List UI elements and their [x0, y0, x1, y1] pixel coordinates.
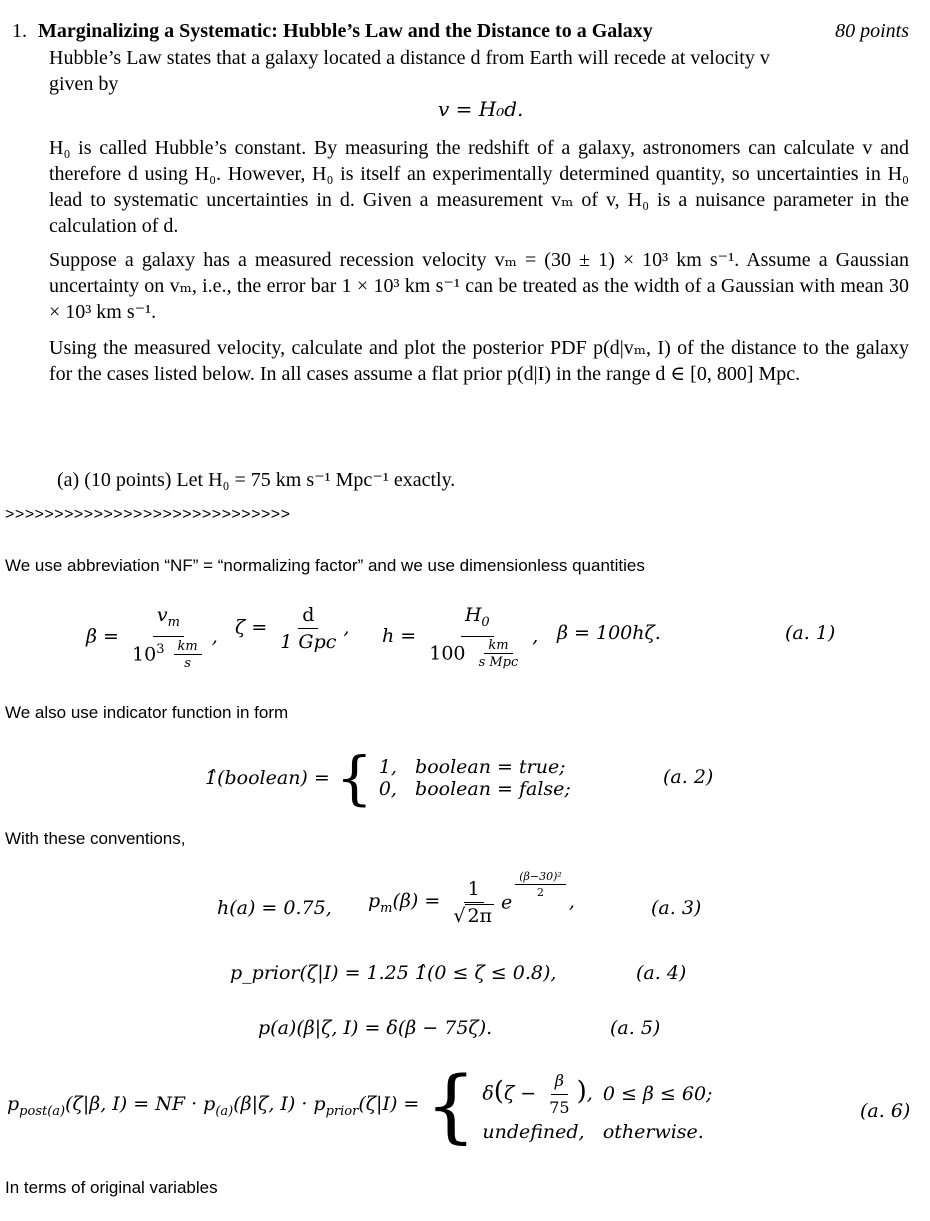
eq-number-a5: (a. 5): [610, 1017, 661, 1039]
indicator-intro: We also use indicator function in form: [5, 703, 289, 722]
eq-a1-beta-fraction: $v_m$ $10^3$ $\frac{km}{s}$: [128, 604, 209, 671]
paragraph-hubble-law: [49, 45, 909, 97]
problem-points: 80 points: [835, 20, 909, 42]
equation-a1-zeta: ζ = $\frac{d}{\text{1 Gpc}}$ ,: [235, 604, 350, 653]
eq-number-a4: (a. 4): [636, 962, 687, 984]
eq-a6-case1-value: δ(ζ − $\frac{\beta}{75}$ ),: [482, 1070, 593, 1117]
equation-a1-relation: β = 100hζ.: [557, 622, 661, 644]
eq-a6-cases: [482, 1069, 722, 1144]
part-a-statement: (a) (10 points) Let H₀ = 75 km s⁻¹ Mpc⁻¹ exactly.: [57, 469, 456, 491]
equation-a5: p(a)(β|ζ, I) = δ(β − 75ζ).: [258, 1017, 493, 1039]
problem-header: [12, 18, 909, 44]
answer-separator: >>>>>>>>>>>>>>>>>>>>>>>>>>>>>: [5, 506, 291, 523]
answer-intro: We use abbreviation “NF” = “normalizing factor” and we use dimensionless quantities: [5, 556, 645, 575]
eq-a6-case1-cond: 0 ≤ β ≤ 60;: [602, 1083, 713, 1105]
eq-a2-brace: {: [335, 744, 373, 812]
paragraph-hubble-constant: H₀ is called Hubble’s constant. By measuring the redshift of a galaxy, astronomers can calculate v and therefore d using H₀. However, H₀ is itself an experimentally determined quantity, so uncertainties in H₀ lead to systematic uncertainties in d. Given a measurement vₘ of v, H₀ is a nuisance parameter in the calculation of d.: [49, 137, 909, 237]
paragraph-measured-velocity: Suppose a galaxy has a measured recession velocity vₘ = (30 ± 1) × 10³ km s⁻¹. Assume a Gaussian uncertainty on vₘ, i.e., the error bar 1 × 10³ km s⁻¹ can be treated as the width of a Gaussian with mean 30 × 10³ km s⁻¹.: [49, 249, 909, 323]
problem-title: Marginalizing a Systematic: Hubble’s Law and the Distance to a Galaxy: [38, 20, 653, 42]
eq-number-a6: (a. 6): [860, 1100, 911, 1122]
eq-a2-case-false: 0, boolean = false;: [378, 778, 571, 800]
eq-number-a1: (a. 1): [785, 622, 836, 644]
original-variables-intro: In terms of original variables: [5, 1178, 218, 1197]
equation-a2: 1̂(boolean) = { 1, boolean = true; 0, boolean = false;: [205, 744, 571, 812]
eq-number-a3: (a. 3): [651, 897, 702, 919]
equation-hubble: v = H₀d.: [438, 97, 524, 121]
equation-a6: $p_{post(a)}(\zeta|\beta$, I) = NF · $p_{(a)}(\beta|\zeta$, $I) \cdot p_{prior}(\zeta|I)$ = { δ(ζ − $\frac{\beta}{75}$ ), 0 ≤ β ≤ 60; undefined, otherwise.: [7, 1066, 722, 1146]
conventions-intro: With these conventions,: [5, 829, 186, 848]
problem-number: 1.: [12, 20, 27, 42]
eq-a2-case-true: 1, boolean = true;: [378, 756, 566, 778]
equation-a3-pm: $p_m(\beta)$ = $\frac{1}{√ 2\pi}$ e $^{\frac{\text{(β−30)²}}{2}}$ ,: [368, 870, 575, 927]
equation-a1-h: h = $H_0$ 100 $\frac{km}{\text{s Mpc}}$ ,: [382, 604, 539, 670]
eq-a6-brace: {: [425, 1059, 477, 1152]
eq-a6-case2-value: undefined,: [482, 1120, 585, 1143]
eq-a2-cases: [379, 756, 571, 800]
eq-a1-beta: β =: [86, 625, 119, 648]
paragraph-hubble-law-line1: Hubble’s Law states that a galaxy located a distance d from Earth will recede at velocity v: [49, 47, 770, 69]
equation-a3-h: h(a) = 0.75,: [217, 897, 332, 919]
paragraph-posterior-task: Using the measured velocity, calculate and plot the posterior PDF p(d|vₘ, I) of the distance to the galaxy for the cases listed below. In all cases assume a flat prior p(d|I) in the range d ∈ [0, 800] Mpc.: [49, 337, 909, 385]
paragraph-hubble-law-line2: given by: [49, 73, 119, 95]
equation-a4: p_prior(ζ|I) = 1.25 1̂(0 ≤ ζ ≤ 0.8),: [230, 962, 557, 984]
eq-a6-case2-cond: otherwise.: [602, 1120, 704, 1143]
equation-a1: β = $v_m$ $10^3$ $\frac{km}{s}$ ,: [86, 604, 218, 671]
eq-number-a2: (a. 2): [663, 766, 714, 788]
